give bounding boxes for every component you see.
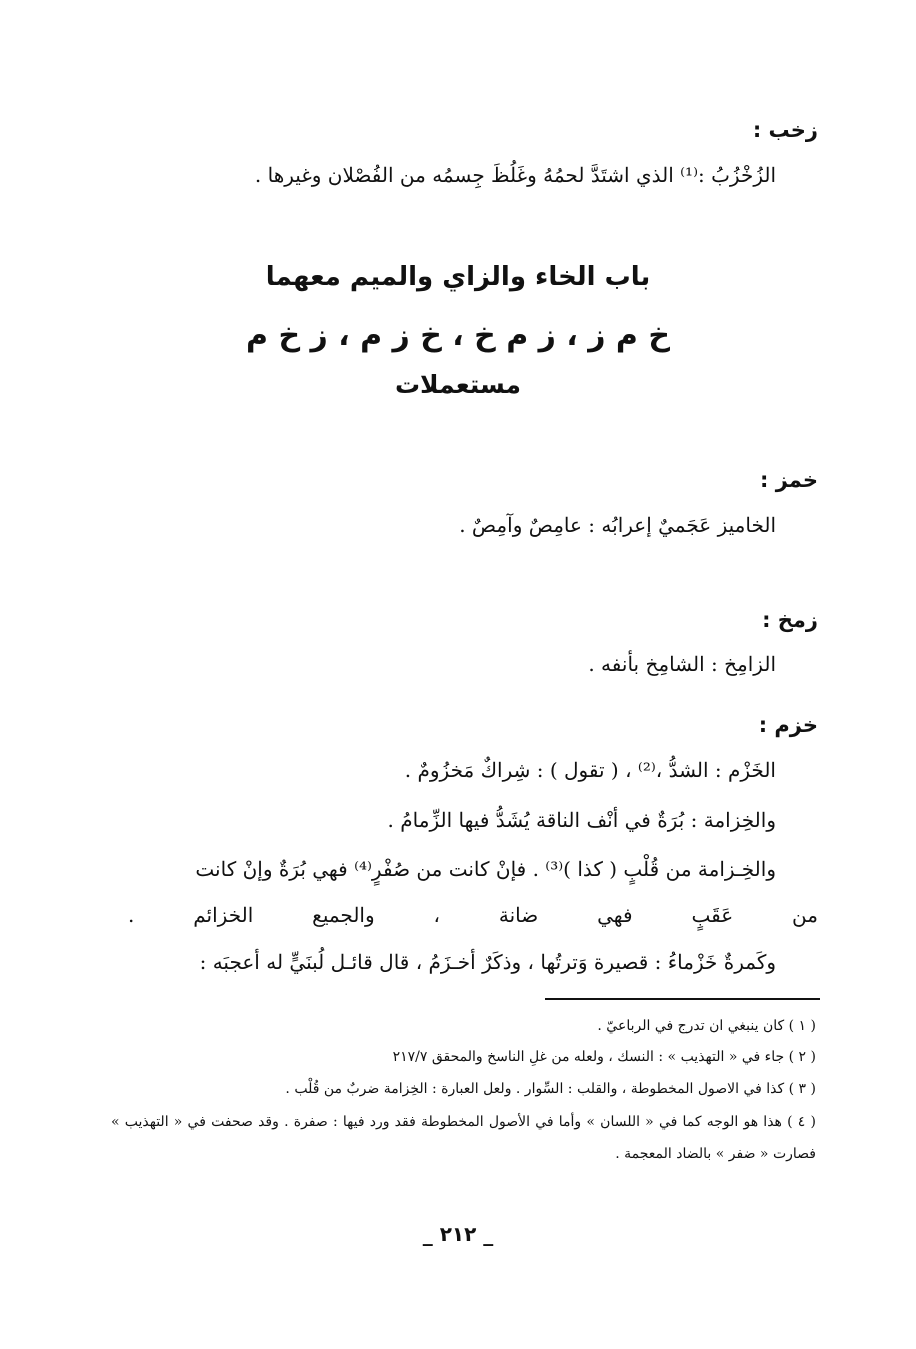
footnote-4b: فصارت « ضفر » بالضاد المعجمة . (615, 1146, 816, 1162)
entry-head-zkhb: زخب : (752, 118, 818, 142)
entry-line-khzm-5: وكَمرةٌ خَزْماءُ : قصيرة وَترتُها ، وذكَرٌ أخـزَمُ ، قال قائـل لُبنَيٍّ له أعجبَه : (199, 950, 776, 974)
entry-line-zmkh: الزامِخ : الشامِخ بأنفه . (588, 652, 776, 676)
entry-line-khmz: الخاميز عَجَميٌ إعرابُه : عامِصٌ وآمِصٌ . (459, 513, 776, 537)
entry-line-khzm-1: الخَزْم : الشدُّ ،⁽²⁾ ، ( تقول ) : شِراكٌ مَخزُومٌ . (404, 758, 776, 782)
chapter-roots: خ م ز ، ز م خ ، خ ز م ، ز خ م (246, 318, 670, 353)
footnote-2: ( ٢ ) جاء في « التهذيب » : النسك ، ولعله من غلِ الناسخ والمحقق ٢١٧/٧ (392, 1049, 816, 1065)
footnote-3: ( ٣ ) كذا في الاصول المخطوطة ، والقلب : السِّوار . ولعل العبارة : الخِزامة ضربٌ من قُلْب . (285, 1081, 816, 1097)
chapter-note: مستعملات (394, 370, 522, 399)
entry-line-khzm-4: من عَقَبٍ فهي ضانة ، والجميع الخزائم . (128, 903, 818, 927)
page-number: _ ٢١٢ _ (422, 1222, 494, 1246)
entry-head-khmz: خمز : (760, 468, 818, 492)
footnote-4a: ( ٤ ) هذا هو الوجه كما في « اللسان » وأما في الأصول المخطوطة فقد ورد فيها : صفرة . وقد صحفت في « التهذيب » (111, 1114, 816, 1130)
entry-line-khzm-2: والخِزامة : بُرَةٌ في أنْف الناقة يُشَدُّ فيها الزِّمامُ . (387, 808, 776, 832)
footnote-rule (545, 998, 820, 1000)
entry-line-khzm-3: والخِـزامة من قُلْبٍ ( كذا )⁽³⁾ . فإنْ كانت من صُفْرٍ⁽⁴⁾ فهي بُرَةٌ وإنْ كانت (195, 857, 776, 881)
chapter-title: باب الخاء والزاي والميم معهما (265, 262, 651, 292)
entry-line-zkhb: الزُخْزُبُ :⁽¹⁾ الذي اشتَدَّ لحمُهُ وغَلُظَ جِسمُه من الفُصْلان وغيرها . (254, 163, 776, 187)
entry-head-zmkh: زمخ : (762, 608, 818, 632)
footnote-1: ( ١ ) كان ينبغي ان تدرج في الرباعيّ . (597, 1018, 816, 1034)
entry-head-khzm: خزم : (758, 713, 818, 737)
